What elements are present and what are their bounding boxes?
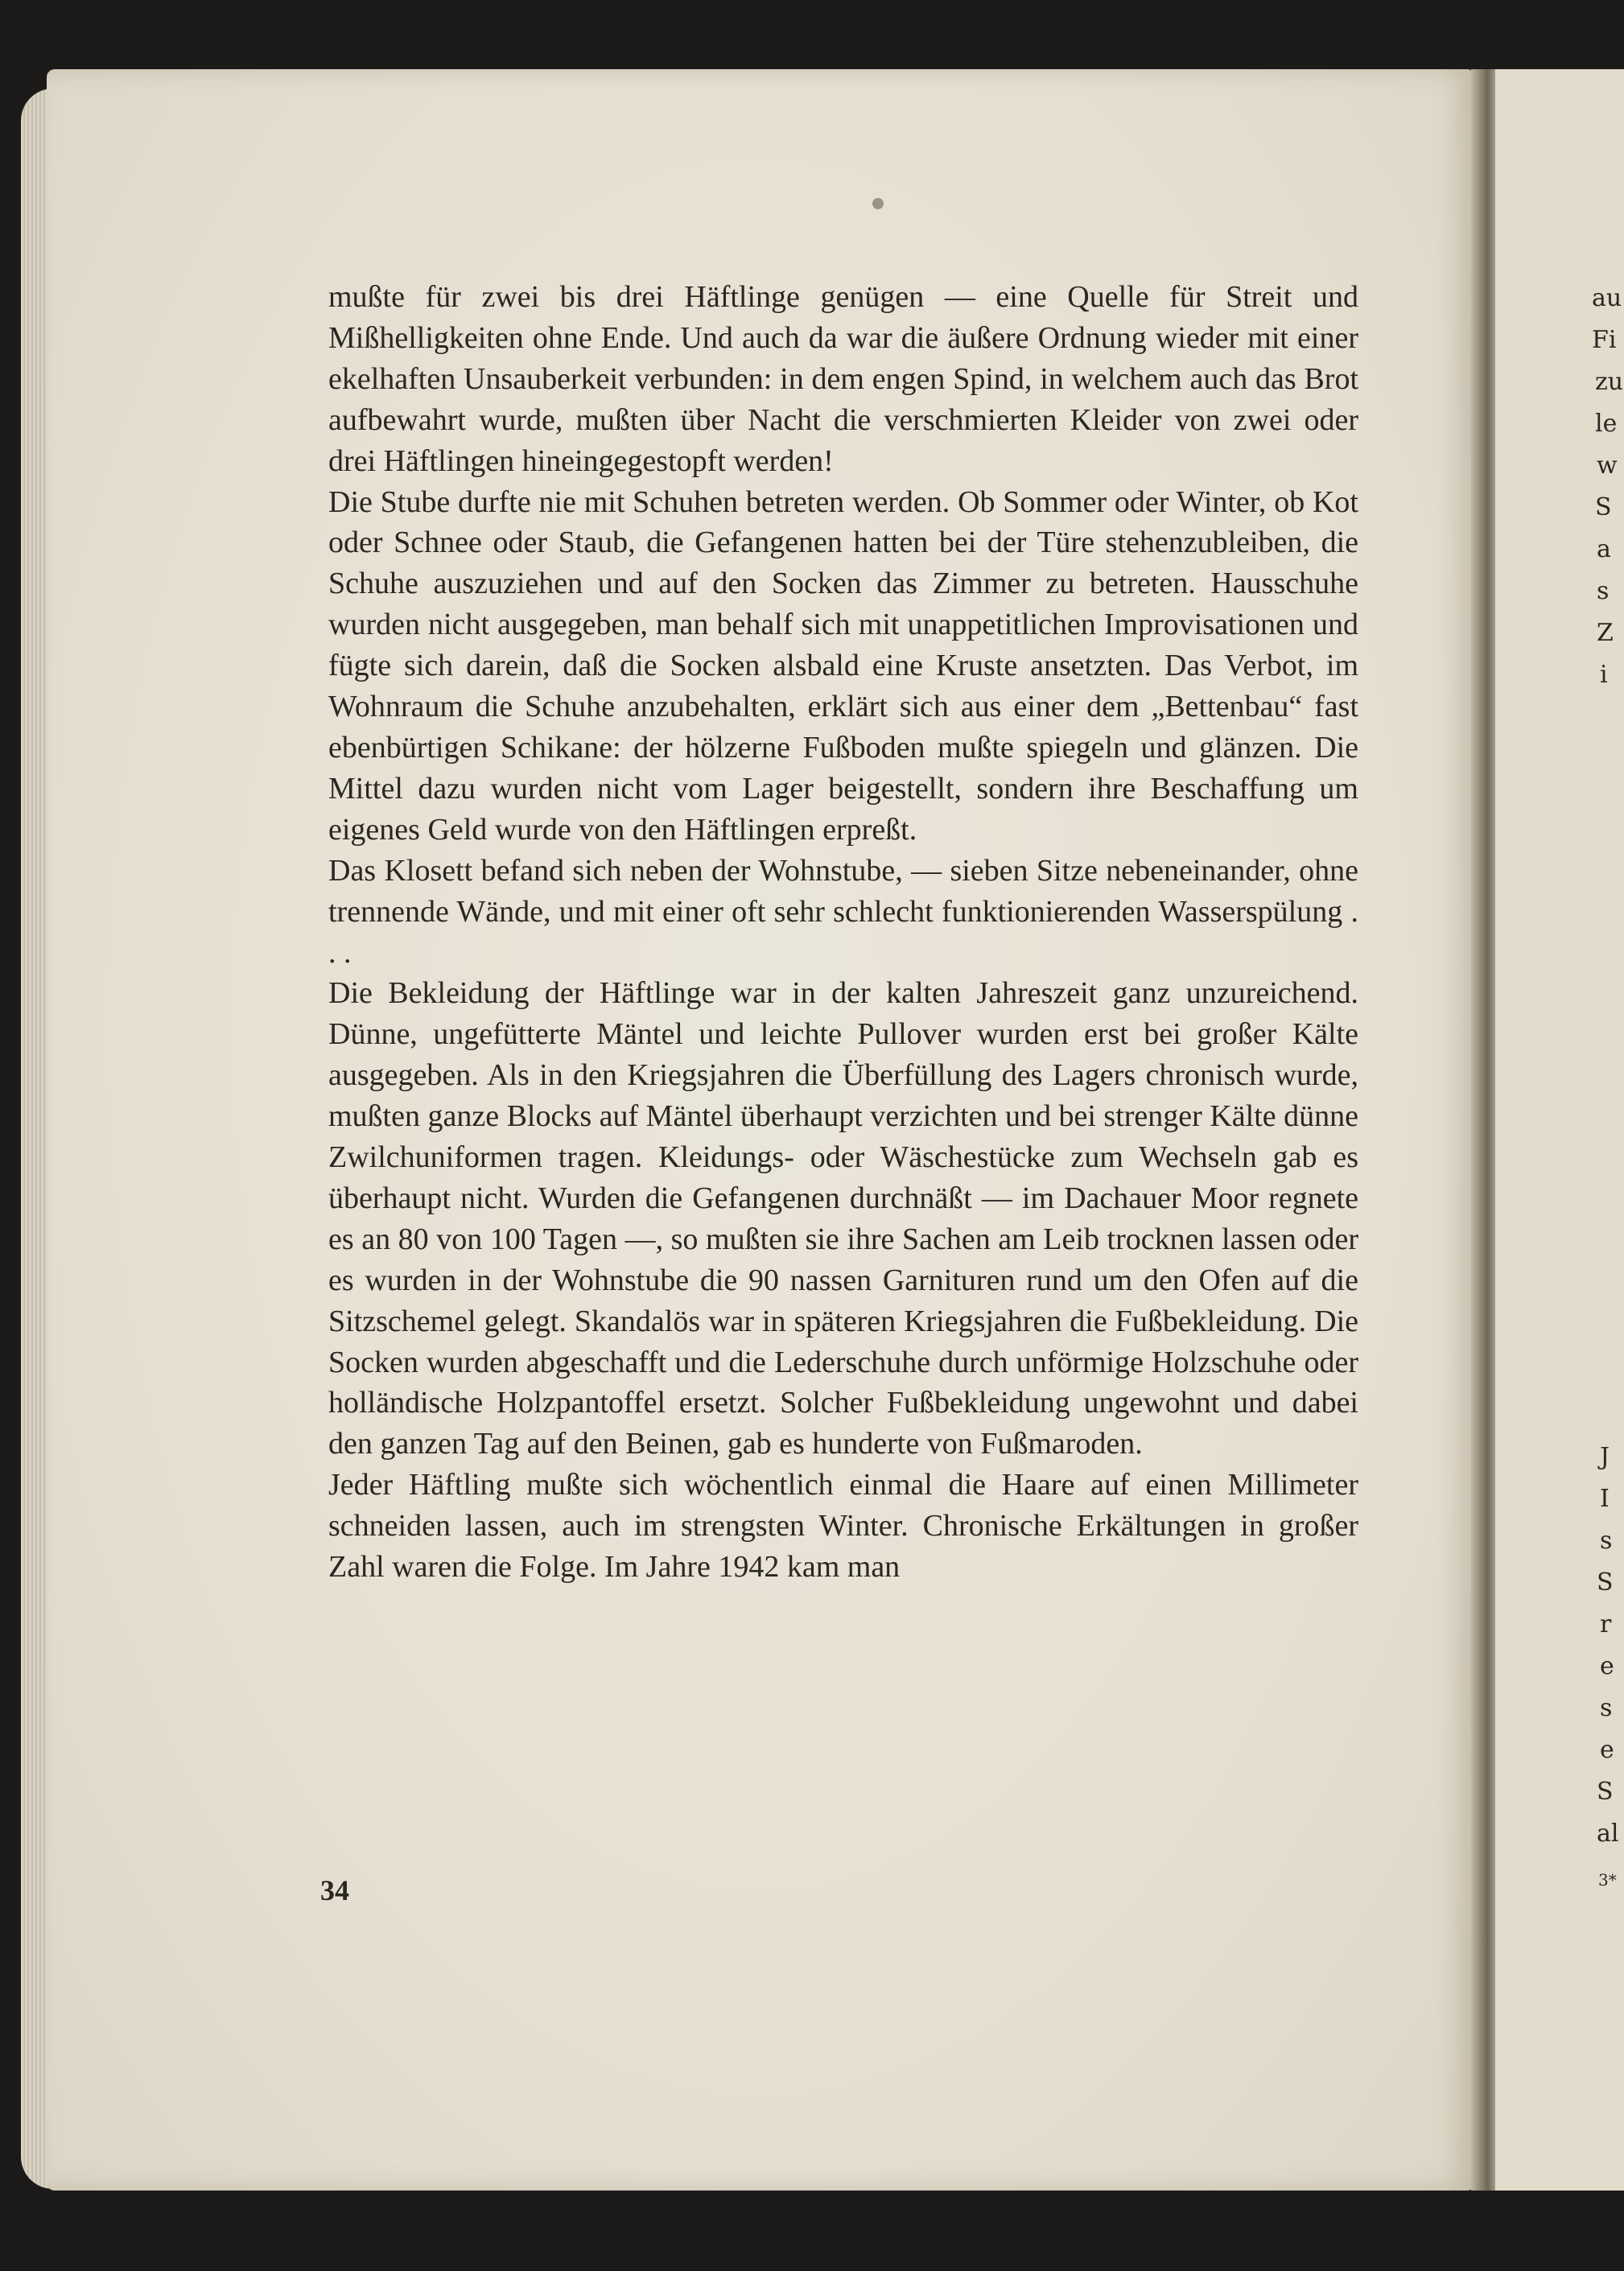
edge-letter: au xyxy=(1592,284,1622,312)
page-number: 34 xyxy=(320,1874,349,1906)
page-blemish xyxy=(872,198,884,209)
edge-letter: I xyxy=(1600,1485,1610,1513)
body-text xyxy=(328,277,1358,1588)
edge-letter: r xyxy=(1600,1610,1612,1638)
edge-letter: s xyxy=(1597,577,1610,605)
book-gutter xyxy=(1471,69,1498,2191)
edge-letter: S xyxy=(1597,1568,1614,1597)
edge-letter: al xyxy=(1597,1820,1619,1848)
edge-letter: Z xyxy=(1597,619,1614,647)
edge-letter: le xyxy=(1595,410,1618,438)
edge-letter: S xyxy=(1597,1778,1614,1806)
edge-letter: 3* xyxy=(1598,1870,1617,1890)
paragraph: Die Bekleidung der Häftlinge war in der kalten Jahreszeit ganz unzureichend. Dünne, ungefütterte Mäntel und leichte Pullover wurden erst bei großer Kälte ausgegeben. Als in den Kriegsjahren die Überfüllung des Lagers chronisch wurde, mußten ganze Blocks auf Mäntel überhaupt verzichten und bei strenger Kälte dünne Zwilchuniformen tragen. Kleidungs- oder Wäschestücke zum Wechseln gab es überhaupt nicht. Wurden die Gefangenen durchnäßt — im Dachauer Moor regnete es an 80 von 100 Tagen —, so mußten sie ihre Sachen am Leib trocknen lassen oder es wurden in der Wohnstube die 90 nassen Garnituren rund um den Ofen auf die Sitzschemel gelegt. Skandalös war in späteren Kriegsjahren die Fußbekleidung. Die Socken wurden abgeschafft und die Lederschuhe durch unförmige Holzschuhe oder holländische Holzpantoffel ersetzt. Solcher Fußbekleidung ungewohnt und dabei den ganzen Tag auf den Beinen, gab es hunderte von Fußmaroden. xyxy=(328,976,1358,1461)
edge-letter: zu xyxy=(1595,368,1624,396)
right-page-letters xyxy=(1497,69,1624,2191)
edge-letter: a xyxy=(1597,535,1611,563)
paragraph: mußte für zwei bis drei Häftlinge genügen — eine Quelle für Streit und Mißhelligkeiten ohne Ende. Und auch da war die äußere Ordnung wieder mit einer ekelhaften Unsauberkeit verbunden: in dem engen Spind, in welchem auch das Brot aufbewahrt wurde, mußten über Nacht die verschmierten Kleider von zwei oder drei Häftlingen hineingegestopft werden! xyxy=(328,280,1358,478)
paragraph: Jeder Häftling mußte sich wöchentlich einmal die Haare auf einen Millimeter schneiden lassen, auch im strengsten Winter. Chronische Erkältungen in großer Zahl waren die Folge. Im Jahre 1942 kam man xyxy=(328,1468,1358,1585)
edge-letter: S xyxy=(1595,493,1612,521)
right-page-fragment xyxy=(1495,69,1624,2191)
edge-letter: s xyxy=(1600,1694,1613,1722)
paragraph: Die Stube durfte nie mit Schuhen betreten werden. Ob Sommer oder Winter, ob Kot oder Schnee oder Staub, die Gefangenen hatten bei der Türe stehenzubleiben, die Schuhe auszuziehen und auf den Socken das Zimmer zu betreten. Hausschuhe wurden nicht ausgegeben, man behalf sich mit unappetitlichen Improvisationen und fügte sich darein, daß die Socken alsbald eine Kruste ansetzten. Das Verbot, im Wohnraum die Schuhe anzubehalten, erklärt sich aus einer dem „Bettenbau“ fast ebenbürtigen Schikane: der hölzerne Fußboden mußte spiegeln und glänzen. Die Mittel dazu wurden nicht vom Lager beigestellt, sondern ihre Beschaffung um eigenes Geld wurde von den Häftlingen erpreßt. xyxy=(328,484,1358,847)
paragraph: Das Klosett befand sich neben der Wohnstube, — sieben Sitze nebeneinander, ohne trennende Wände, und mit einer oft sehr schlecht funktionierenden Wasserspülung . . . xyxy=(328,853,1358,970)
edge-letter: Fi xyxy=(1592,326,1617,354)
edge-letter: s xyxy=(1600,1527,1613,1555)
edge-letter: i xyxy=(1600,661,1608,689)
edge-letter: J xyxy=(1600,1443,1610,1471)
edge-letter: e xyxy=(1600,1652,1614,1680)
edge-letter: e xyxy=(1600,1736,1614,1764)
edge-letter: w xyxy=(1597,451,1618,480)
